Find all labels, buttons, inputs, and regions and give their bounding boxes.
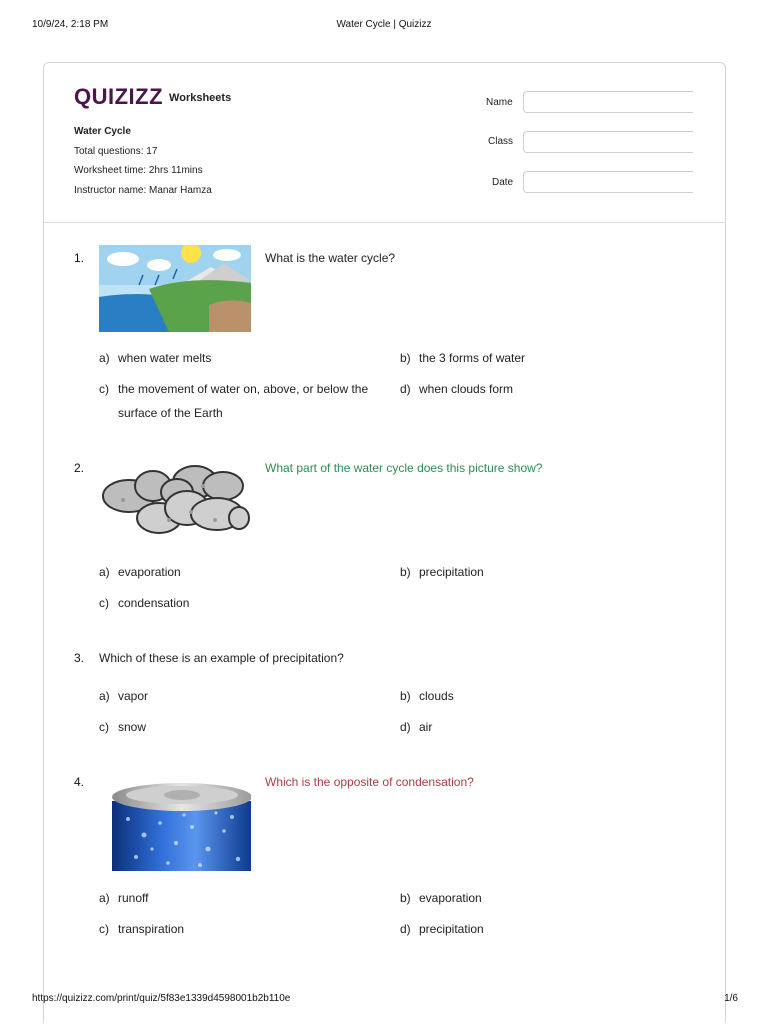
option-key: d) (400, 382, 411, 396)
option-key: a) (99, 565, 110, 579)
logo-wordmark: QUIZIZZ (74, 84, 164, 109)
option-key: b) (400, 565, 411, 579)
option-c[interactable] (99, 917, 184, 941)
question-number: 2. (74, 461, 85, 475)
option-text-line-1: the movement of water on, above, or below the (118, 382, 369, 396)
worksheet-card (43, 62, 726, 1023)
option-text: the 3 forms of water (419, 351, 526, 365)
question-text: What part of the water cycle does this picture show? (265, 461, 543, 475)
option-text: runoff (118, 891, 149, 905)
name-field[interactable] (523, 91, 693, 113)
date-label: Date (492, 177, 514, 188)
logo-subtitle: Worksheets (169, 92, 232, 104)
option-b[interactable] (400, 684, 454, 708)
option-text: when water melts (118, 351, 212, 365)
option-text: clouds (419, 689, 454, 703)
question-text: Which of these is an example of precipitation? (99, 651, 344, 665)
question-number: 3. (74, 651, 85, 665)
option-key: b) (400, 891, 411, 905)
option-key: b) (400, 689, 411, 703)
class-field[interactable] (523, 131, 693, 153)
option-text: vapor (118, 689, 149, 703)
instructor-name: Instructor name: Manar Hamza (74, 185, 212, 196)
question-number: 1. (74, 251, 85, 265)
worksheet-title: Water Cycle (74, 126, 131, 137)
option-key: c) (99, 596, 109, 610)
question-text: Which is the opposite of condensation? (265, 775, 474, 789)
option-text: evaporation (419, 891, 482, 905)
option-text: when clouds form (419, 382, 514, 396)
option-text: condensation (118, 596, 190, 610)
option-a[interactable] (99, 886, 148, 910)
option-a[interactable] (99, 560, 181, 584)
option-key: a) (99, 351, 110, 365)
print-datetime: 10/9/24, 2:18 PM (32, 19, 109, 30)
question-text: What is the water cycle? (265, 251, 396, 265)
option-a[interactable] (99, 346, 211, 370)
print-title: Water Cycle | Quizizz (336, 19, 432, 30)
option-text: transpiration (118, 922, 185, 936)
option-d[interactable] (400, 377, 513, 401)
option-key: d) (400, 922, 411, 936)
header-divider (43, 222, 725, 223)
option-key: d) (400, 720, 411, 734)
name-label: Name (486, 97, 513, 108)
option-d[interactable] (400, 715, 432, 739)
option-d[interactable] (400, 917, 484, 941)
option-key: c) (99, 922, 109, 936)
class-label: Class (488, 136, 514, 147)
option-key: a) (99, 689, 110, 703)
option-key: c) (99, 720, 109, 734)
page-number: 1/6 (724, 993, 738, 1004)
total-questions: Total questions: 17 (74, 146, 158, 157)
option-c[interactable] (99, 715, 146, 739)
option-a[interactable] (99, 684, 148, 708)
soda-can-image (108, 779, 251, 871)
clouds-image (99, 460, 251, 540)
option-key: c) (99, 382, 109, 396)
worksheet-time: Worksheet time: 2hrs 11mins (74, 165, 203, 176)
date-field[interactable] (523, 171, 693, 193)
option-c[interactable] (99, 377, 368, 425)
option-text: evaporation (118, 565, 181, 579)
option-b[interactable] (400, 346, 525, 370)
option-text: snow (118, 720, 147, 734)
option-text: air (419, 720, 433, 734)
quizizz-logo (74, 84, 231, 110)
option-b[interactable] (400, 560, 484, 584)
option-b[interactable] (400, 886, 482, 910)
option-key: a) (99, 891, 110, 905)
option-c[interactable] (99, 591, 189, 615)
option-text-line-2: surface of the Earth (118, 406, 223, 420)
option-text: precipitation (419, 565, 484, 579)
option-text: precipitation (419, 922, 484, 936)
question-number: 4. (74, 775, 85, 789)
print-url: https://quizizz.com/print/quiz/5f83e1339d4598001b2b110e (32, 993, 291, 1004)
option-key: b) (400, 351, 411, 365)
water-cycle-image (99, 245, 251, 332)
